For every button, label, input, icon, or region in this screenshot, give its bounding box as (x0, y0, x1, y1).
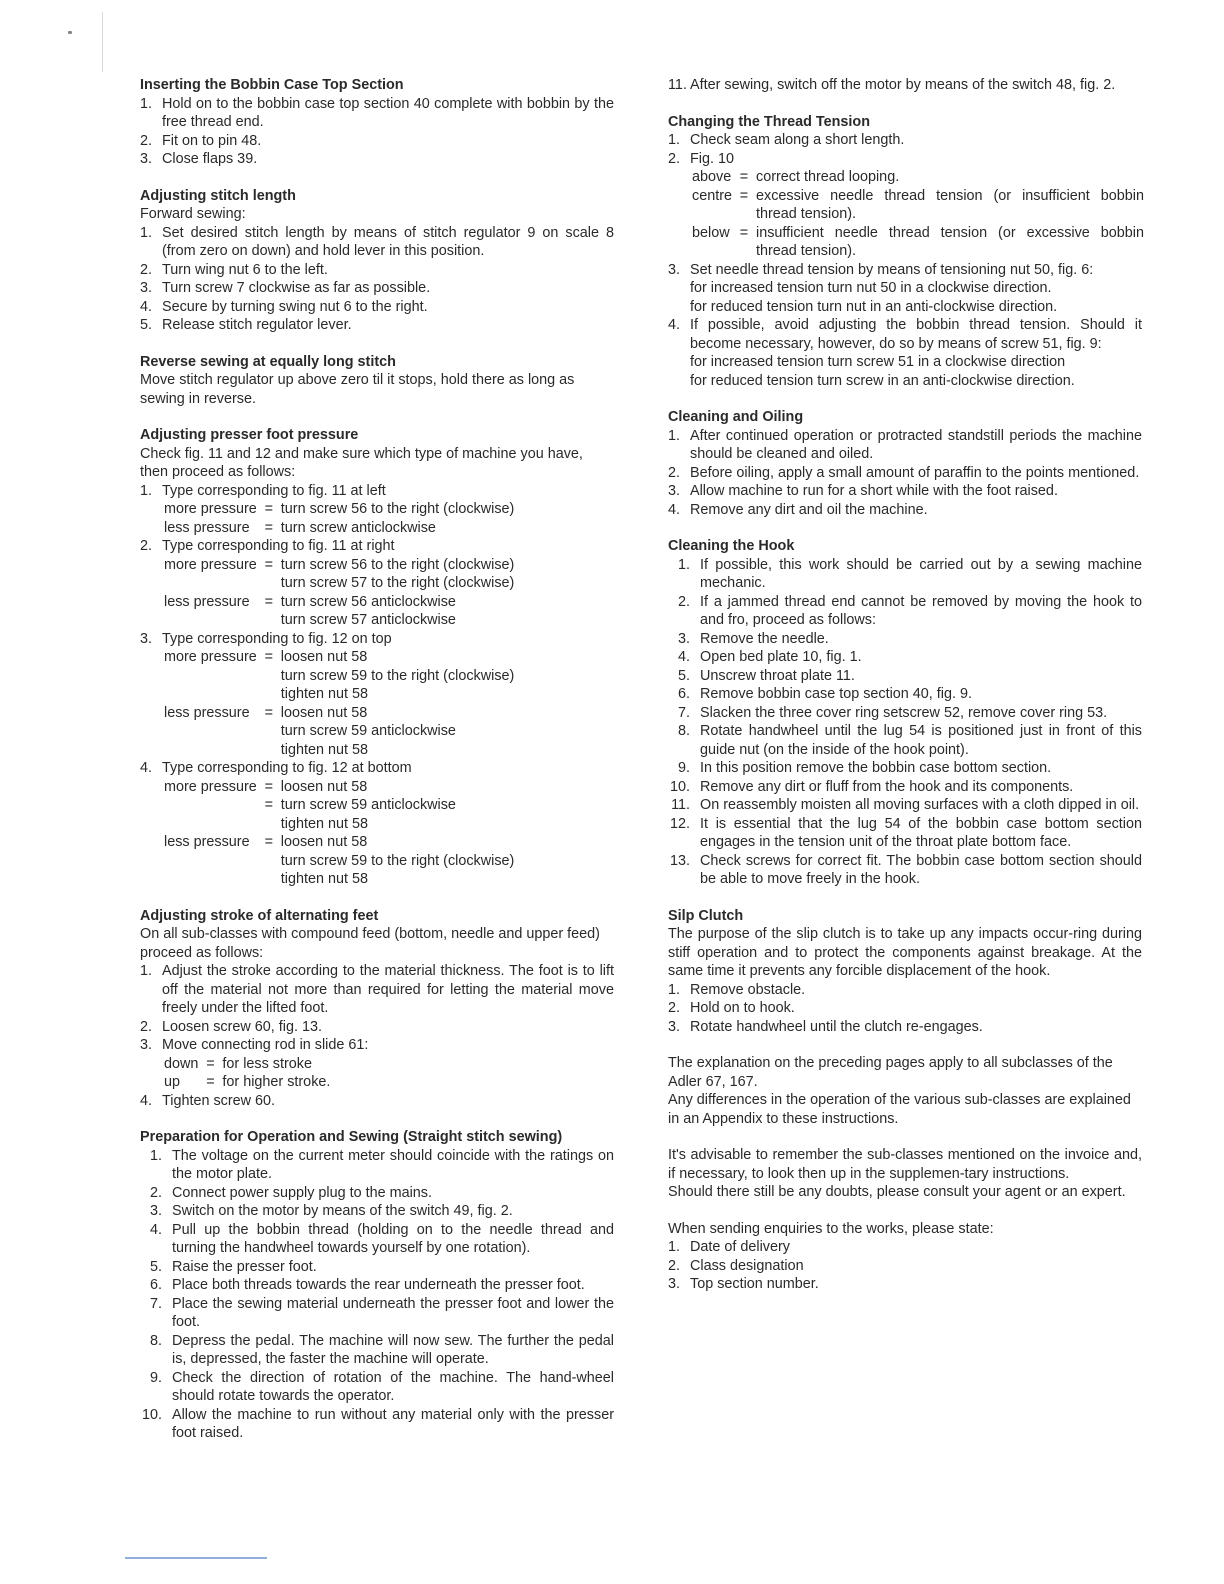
list-item: 1. Adjust the stroke according to the material thickness. The foot is to lift off the material not more than required for letting the material move freely under the lifted foot. (140, 963, 614, 1016)
section-reverse-sewing (140, 353, 614, 409)
section-preparation-continued (668, 76, 1142, 95)
pressure-table: more pressure = loosen nut 58 = turn screw 59 anticlockwise tighten nut 58 less pressure = loosen nut 58 turn screw 59 to the right (clockwise) tighten nut 58 (164, 778, 515, 887)
bottom-rule (125, 1557, 267, 1559)
list-item: 4. Pull up the bobbin thread (holding on to the needle thread and turning the handwheel towards yourself by one rotation). (149, 1221, 614, 1256)
list-item: 2. If a jammed thread end cannot be removed by moving the hook to and fro, proceed as follows: (677, 593, 1142, 628)
list-item: 10. Allow the machine to run without any material only with the presser foot raised. (141, 1406, 614, 1441)
section-bobbin-case (140, 76, 614, 169)
list-item: 5. Raise the presser foot. (149, 1258, 317, 1275)
list-item: 1. Date of delivery (668, 1239, 790, 1255)
list-item: 8. Depress the pedal. The machine will now sew. The further the pedal is, depressed, the faster the machine will operate. (149, 1332, 614, 1367)
list-item: 1. Check seam along a short length. (668, 132, 905, 148)
scan-edge-line (102, 12, 103, 72)
section-intro: When sending enquiries to the works, please state: (668, 1220, 994, 1237)
list-item: 2. Loosen screw 60, fig. 13. (140, 1018, 322, 1035)
step-list (668, 76, 1142, 95)
list-item: 4. Secure by turning swing nut 6 to the right. (140, 298, 428, 315)
list-item: 7. Place the sewing material underneath the presser foot and lower the foot. (149, 1295, 614, 1330)
step-list (668, 427, 1142, 520)
list-item: 5. Release stitch regulator lever. (140, 317, 352, 333)
list-item: 3. Allow machine to run for a short while with the foot raised. (668, 483, 1058, 499)
section-title: Preparation for Operation and Sewing (Straight stitch sewing) (140, 1129, 563, 1145)
pressure-table: more pressure = loosen nut 58 turn screw 59 to the right (clockwise) tighten nut 58 less pressure = loosen nut 58 turn screw 59 anticlockwise tighten nut 58 (164, 649, 515, 758)
list-item: 1. After continued operation or protracted standstill periods the machine should be cleaned and oiled. (668, 427, 1142, 462)
tension-table: above = correct thread looping. centre = excessive needle thread tension (or insufficient bobbin thread tension). below = insufficient needle thread tension (or excessive bobbin thread tension). (692, 169, 1144, 259)
step-list (140, 962, 614, 1110)
list-item: 5. Unscrew throat plate 11. (677, 667, 855, 684)
list-item: 2. Type corresponding to fig. 11 at right more pressure = turn screw 56 to the right (clockwise) turn screw 57 to the right (clockwise) less pressure = turn screw 56 anticlockwise turn screw 57 anticlockwise (140, 538, 515, 628)
list-item: 8. Rotate handwheel until the lug 54 is positioned just in front of this guide nut (on the inside of the hook point). (677, 723, 1142, 758)
section-explanation (668, 1054, 1142, 1128)
list-item: 1. Set desired stitch length by means of stitch regulator 9 on scale 8 (from zero on down) and hold lever in this position. (140, 224, 614, 259)
paragraph: Any differences in the operation of the various sub-classes are explained in an Appendix to these instructions. (668, 1092, 1131, 1127)
list-item: 1. If possible, this work should be carried out by a sewing machine mechanic. (677, 556, 1142, 591)
pressure-table: more pressure = turn screw 56 to the right (clockwise) turn screw 57 to the right (clockwise) less pressure = turn screw 56 anticlockwise turn screw 57 anticlockwise (164, 556, 515, 628)
step-list (668, 131, 1142, 390)
section-slip-clutch (668, 907, 1142, 1037)
list-item: 2. Hold on to hook. (668, 1000, 795, 1016)
section-thread-tension (668, 113, 1142, 391)
section-text: Move stitch regulator up above zero til it stops, hold there as long as sewing in reverse. (140, 372, 575, 407)
list-item: 13. Check screws for correct fit. The bobbin case bottom section should be able to move freely in the hook. (669, 852, 1142, 887)
section-cleaning-hook (668, 537, 1142, 889)
section-title: Cleaning the Hook (668, 538, 795, 554)
paragraph: Should there still be any doubts, please consult your agent or an expert. (668, 1184, 1126, 1200)
section-title: Cleaning and Oiling (668, 409, 804, 425)
section-presser-foot (140, 426, 614, 889)
list-item: 2. Class designation (668, 1257, 804, 1274)
list-item: 9. In this position remove the bobbin case bottom section. (677, 760, 1052, 776)
list-item: 10. Remove any dirt or fluff from the hook and its components. (669, 778, 1074, 795)
list-item: 3. Switch on the motor by means of the switch 49, fig. 2. (149, 1203, 513, 1219)
stroke-table: down = for less stroke up = for higher stroke. (164, 1055, 331, 1090)
section-advice (668, 1146, 1142, 1202)
list-item: 4. Open bed plate 10, fig. 1. (677, 649, 862, 665)
list-item: 2. Turn wing nut 6 to the left. (140, 261, 328, 278)
section-title: Adjusting stitch length (140, 187, 296, 204)
section-text: The purpose of the slip clutch is to take up any impacts occur-ring during stiff operation and to protect the components against breakage. At the same time it prevents any forcible displacement of the hook. (668, 926, 1142, 979)
left-column (140, 76, 614, 1461)
list-item: 2. Fig. 10 above = correct thread looping. centre = excessive needle thread tension (or insufficient bobbin thread tension). below = insufficient needle thread tension (or excessive bobbin thread tension). (668, 150, 1144, 259)
list-item: 6. Remove bobbin case top section 40, fig. 9. (677, 686, 972, 702)
list-item: 3. Top section number. (668, 1276, 819, 1292)
list-item: 4. Type corresponding to fig. 12 at bottom more pressure = loosen nut 58 = turn screw 59 anticlockwise tighten nut 58 less pressure = loosen nut 58 turn screw 59 to the right (clockwise) tighten nut 58 (140, 760, 515, 887)
section-preparation (140, 1128, 614, 1443)
list-item: 1. The voltage on the current meter should coincide with the ratings on the motor plate. (149, 1147, 614, 1182)
list-item: 11. After sewing, switch off the motor by means of the switch 48, fig. 2. (668, 77, 1116, 93)
list-item: 2. Fit on to pin 48. (140, 132, 262, 149)
section-intro: Check fig. 11 and 12 and make sure which type of machine you have, then proceed as follows: (140, 445, 583, 480)
section-intro: Forward sewing: (140, 206, 246, 222)
section-intro: On all sub-classes with compound feed (bottom, needle and upper feed) proceed as follows: (140, 926, 600, 961)
list-item: 3. Move connecting rod in slide 61: down = for less stroke up = for higher stroke. (140, 1037, 369, 1090)
step-list (140, 1147, 614, 1443)
list-item: 6. Place both threads towards the rear underneath the presser foot. (149, 1277, 585, 1293)
list-item: 3. Rotate handwheel until the clutch re-engages. (668, 1018, 983, 1035)
section-title: Adjusting stroke of alternating feet (140, 907, 379, 924)
section-title: Silp Clutch (668, 907, 744, 924)
right-column (668, 76, 1142, 1312)
section-title: Adjusting presser foot pressure (140, 427, 359, 443)
section-cleaning-oiling (668, 408, 1142, 519)
step-list (140, 224, 614, 335)
list-item: 7. Slacken the three cover ring setscrew 52, remove cover ring 53. (677, 704, 1108, 721)
step-list (140, 95, 614, 169)
section-title: Inserting the Bobbin Case Top Section (140, 77, 404, 93)
step-list (668, 981, 1142, 1037)
section-title: Reverse sewing at equally long stitch (140, 353, 396, 370)
step-list (668, 556, 1142, 889)
section-stroke (140, 907, 614, 1111)
list-item: 1. Hold on to the bobbin case top section 40 complete with bobbin by the free thread end. (140, 95, 614, 130)
section-stitch-length (140, 187, 614, 335)
list-item: 2. Before oiling, apply a small amount of paraffin to the points mentioned. (668, 464, 1140, 481)
list-item: 3. Close flaps 39. (140, 151, 258, 167)
pressure-table: more pressure = turn screw 56 to the right (clockwise) less pressure = turn screw anticlockwise (164, 501, 515, 536)
list-item: 9. Check the direction of rotation of the machine. The hand-wheel should rotate towards the operator. (149, 1369, 614, 1404)
list-item: 3. Type corresponding to fig. 12 on top more pressure = loosen nut 58 turn screw 59 to the right (clockwise) tighten nut 58 less pressure = loosen nut 58 turn screw 59 anticlockwise tighten nut 58 (140, 630, 515, 758)
list-item: 4. Remove any dirt and oil the machine. (668, 501, 928, 518)
list-item: 1. Type corresponding to fig. 11 at left more pressure = turn screw 56 to the right (clockwise) less pressure = turn screw anticlockwise (140, 482, 515, 536)
list-item: 3. Remove the needle. (677, 630, 829, 647)
paragraph: It's advisable to remember the sub-classes mentioned on the invoice and, if necessary, to look then up in the supplemen-tary instructions. (668, 1147, 1142, 1182)
section-title: Changing the Thread Tension (668, 113, 871, 130)
step-list (668, 1238, 1142, 1294)
list-item: 3. Set needle thread tension by means of tensioning nut 50, fig. 6: for increased tension turn nut 50 in a clockwise direction. for reduced tension turn nut in an anti-clockwise direction. (668, 261, 1094, 315)
list-item: 4. If possible, avoid adjusting the bobbin thread tension. Should it become necessary, however, do so by means of screw 51, fig. 9: for increased tension turn screw 51 in a clockwise direction for reduced tension turn screw in an anti-clockwise direction. (668, 317, 1142, 389)
list-item: 3. Turn screw 7 clockwise as far as possible. (140, 280, 431, 296)
list-item: 4. Tighten screw 60. (140, 1092, 276, 1109)
scan-speck (68, 31, 72, 34)
step-list (140, 482, 614, 889)
list-item: 1. Remove obstacle. (668, 981, 806, 998)
section-enquiries (668, 1220, 1142, 1294)
paragraph: The explanation on the preceding pages apply to all subclasses of the Adler 67, 167. (668, 1055, 1113, 1090)
list-item: 12. It is essential that the lug 54 of the bobbin case bottom section engages in the tension unit of the throat plate bottom face. (669, 815, 1142, 850)
list-item: 11. On reassembly moisten all moving surfaces with a cloth dipped in oil. (671, 797, 1140, 813)
list-item: 2. Connect power supply plug to the mains. (149, 1184, 432, 1201)
